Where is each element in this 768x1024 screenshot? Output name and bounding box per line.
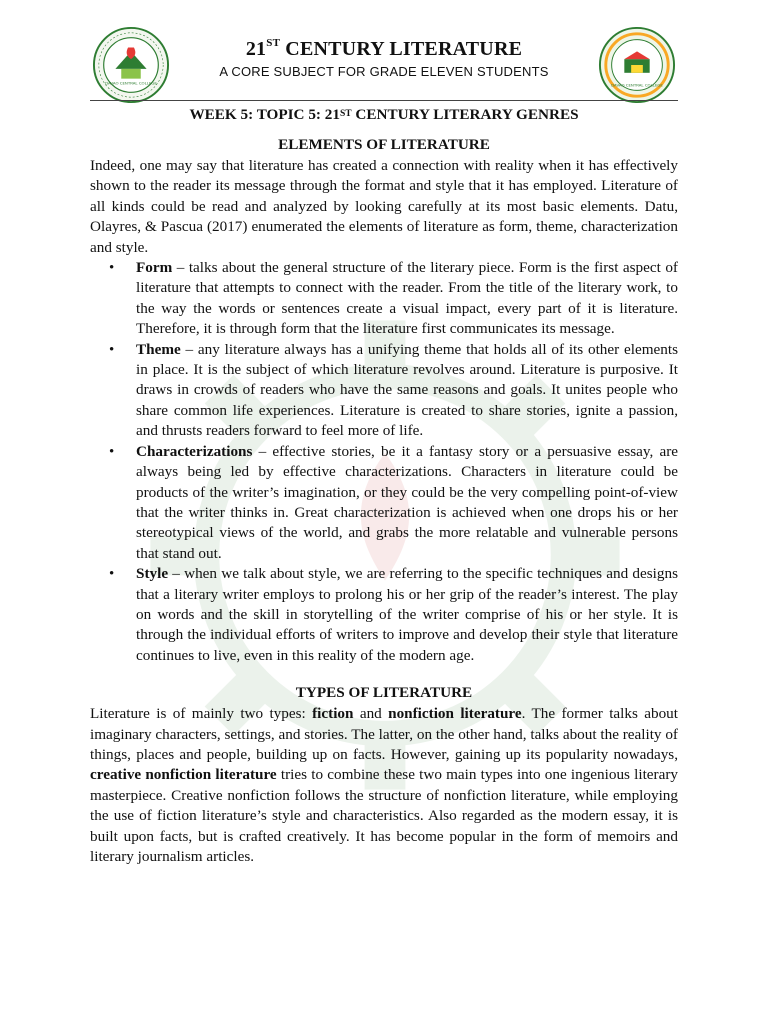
course-title-text: CENTURY LITERATURE	[280, 38, 523, 60]
course-subtitle: A CORE SUBJECT FOR GRADE ELEVEN STUDENTS	[219, 64, 549, 79]
elements-heading: ELEMENTS OF LITERATURE	[278, 136, 490, 153]
types-paragraph	[90, 704, 678, 867]
list-item	[136, 258, 678, 340]
element-description: – talks about the general structure of the literary piece. Form is the first aspect of literature that attempts to connect with the reader. From the title of the literary work, to the way the words or sentences create a visual impact, every part of it is literature. Therefore, it is through form that the literature first communicates its message.	[136, 259, 678, 338]
element-description: – when we talk about style, we are referring to the specific techniques and designs that a literary writer employs to prolong his or her grip of the reader’s interest. The play on words and the skill in storytelling of the writer comprise of his or her style. It is through the individual efforts of writers to improve and develop their style that literature continues to live, even in this reality of the modern age.	[136, 565, 678, 664]
course-title-number: 21	[245, 38, 267, 60]
header-divider	[90, 100, 678, 101]
elements-intro-paragraph: Indeed, one may say that literature has created a connection with reality when it has effectively shown to the reader its message through the format and style that it has employed. Literature of all kinds could be read and analyzed by looking carefully at its most basic elements. Datu, Olayres, & Pascua (2017) enumerated the elements of literature as form, theme, characterization and style.	[90, 157, 678, 256]
keyword-fiction: fiction	[312, 705, 354, 723]
list-item	[136, 442, 678, 564]
element-term: Style	[136, 565, 169, 583]
seal-left-lettering: DAVAO CENTRAL COLLEGE	[105, 80, 157, 86]
types-text-2: and	[353, 705, 389, 723]
types-text-4: tries to combine these two main types into one ingenious literary masterpiece. Creative nonfiction follows the structure of nonfiction literature, while employing the use of fiction literature’s style and characteristics. Also regarded as the modern essay, it is built upon facts, but is crafted creatively. It has become popular in the form of memoirs and literary journalism articles.	[90, 766, 679, 865]
keyword-creative-nonfiction: creative nonfiction literature	[90, 766, 277, 784]
element-term: Characterizations	[136, 442, 253, 460]
week-topic-ordinal: ST	[339, 109, 352, 119]
element-term: Form	[136, 259, 173, 277]
course-title	[0, 38, 768, 61]
document-body	[90, 104, 678, 867]
elements-list	[90, 258, 678, 666]
week-topic-heading	[90, 104, 678, 126]
list-item	[136, 564, 678, 666]
week-topic-prefix: WEEK 5: TOPIC 5: 21	[189, 106, 340, 123]
element-term: Theme	[136, 340, 181, 358]
list-item	[136, 340, 678, 442]
seal-right-lettering: DAVAO CENTRAL COLLEGE	[611, 82, 663, 88]
types-heading: TYPES OF LITERATURE	[295, 684, 473, 702]
types-text-1: Literature is of mainly two types:	[90, 705, 313, 723]
types-text-3: . The former talks about imaginary characters, settings, and stories. The latter, on the other hand, talks about the reality of things, places and people, building up on facts. However, gaining up its popularity nowadays,	[90, 705, 678, 763]
course-title-ordinal: ST	[266, 37, 281, 49]
week-topic-suffix: CENTURY LITERARY GENRES	[351, 106, 579, 123]
element-description: – effective stories, be it a fantasy story or a persuasive essay, are always being led by effective characterizations. Characters in literature could be products of the writer’s imagination, or they could be the very compelling point-of-view that the writer thinks in. Great characterization is achieved when one drops his or her stereotypical views of the world, and grabs the more relatable and vulnerable persons that stand out.	[136, 442, 678, 562]
element-description: – any literature always has a unifying theme that holds all of its other elements in place. It is the subject of which literature revolves around. Literature is purposive. It draws in crowds of readers who have the same reasons and goals. It unites people who share common life experiences. Literature is created to share stories, ignite a passion, and thrusts readers forward to feel more of life.	[136, 340, 678, 440]
keyword-nonfiction: nonfiction literature	[388, 705, 522, 723]
